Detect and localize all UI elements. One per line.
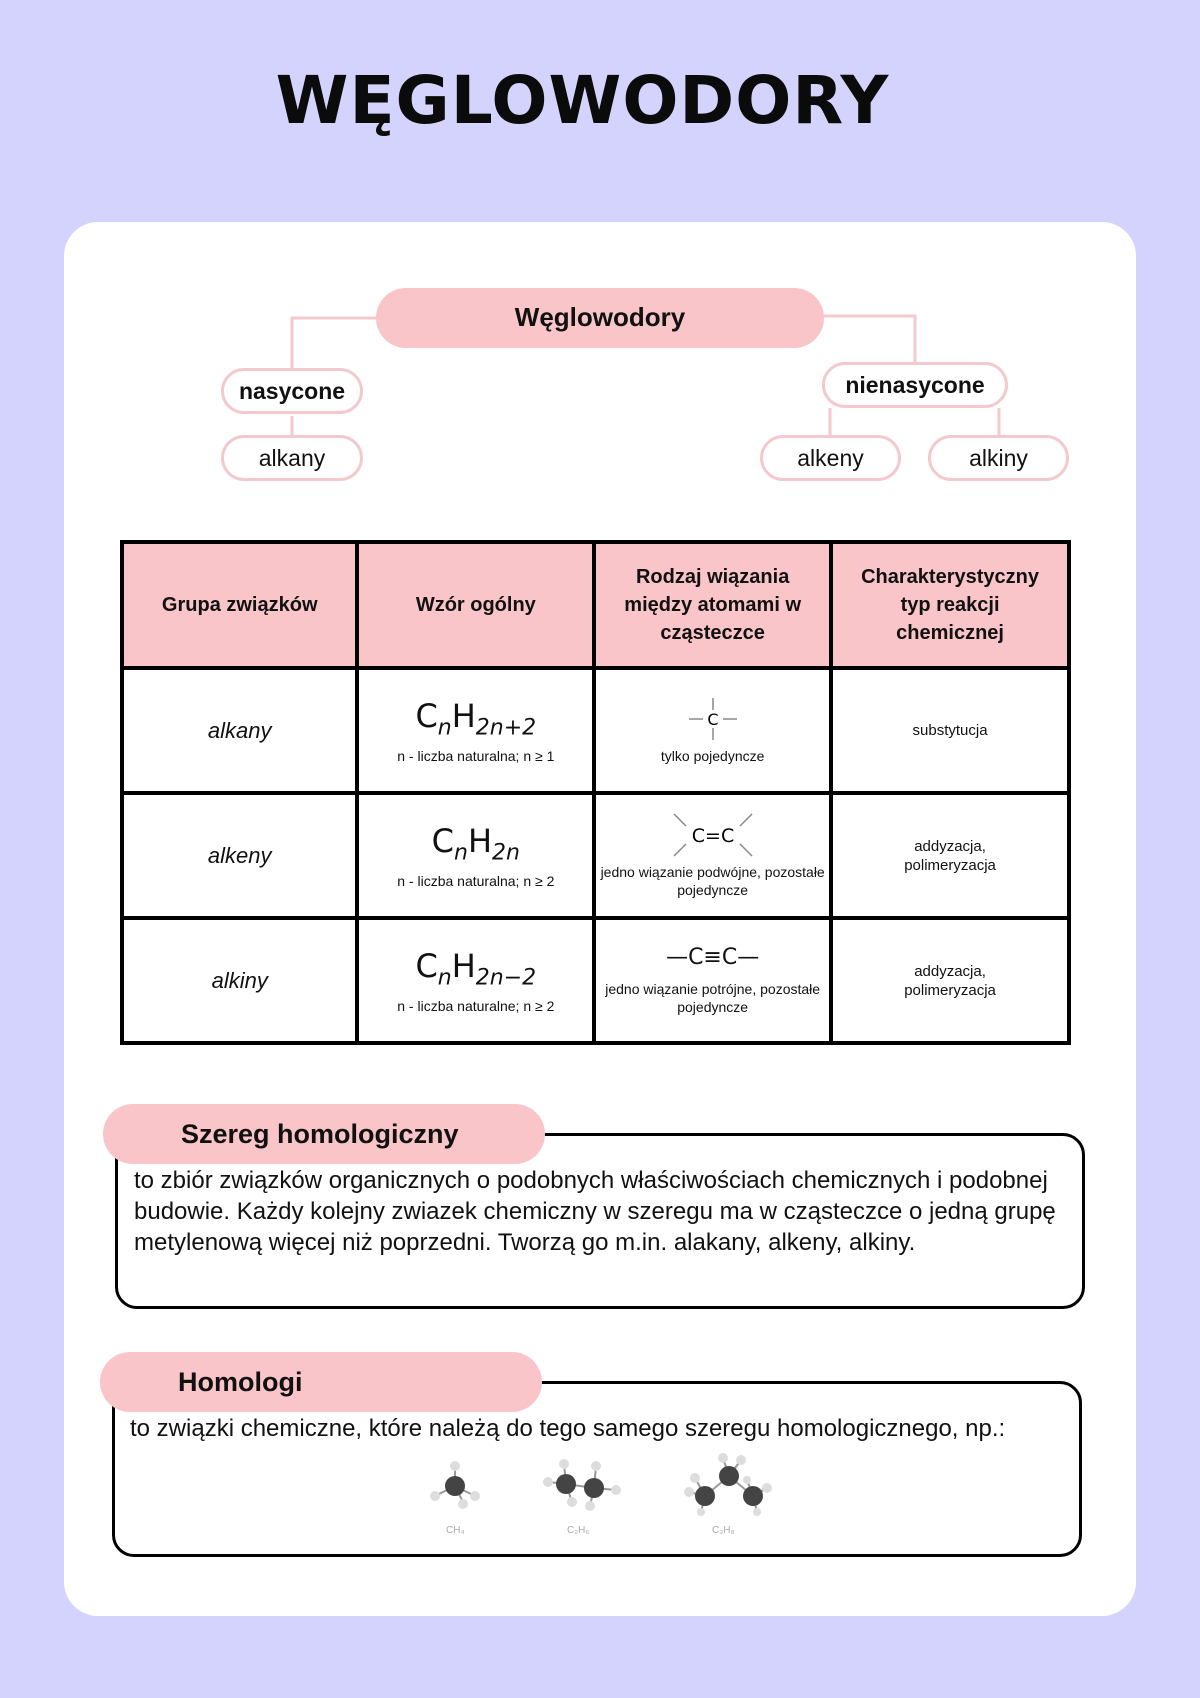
homologous-series-text: to zbiór związków organicznych o podobnych właściwościach chemicznych i podobnej budowie. Każdy kolejny zwiazek chemiczny w szeregu ma w cząsteczce o jedną grupę metylenową więcej niż poprzedni. Tworzą go m.in. alakany, alkeny, alkiny.	[134, 1167, 1056, 1256]
cell-bond	[594, 668, 831, 793]
cell-group: alkany	[122, 668, 357, 793]
homologs-text: to związki chemiczne, które należą do tego samego szeregu homologicznego, np.:	[130, 1415, 1006, 1442]
general-formula: $C_nH_{2n-2}$	[415, 946, 537, 991]
header-formula: Wzór ogólny	[357, 542, 594, 668]
formula-note: n - liczba naturalne; n ≥ 2	[397, 998, 555, 1015]
ethane-label: C₂H₆	[567, 1525, 590, 1536]
bond-note: jedno wiązanie potrójne, pozostałe pojedyncze	[605, 981, 821, 1015]
cell-reaction: addyzacja, polimeryzacja	[831, 918, 1069, 1043]
cell-reaction: addyzacja, polimeryzacja	[831, 793, 1069, 918]
ethane-model	[538, 1456, 626, 1512]
table-row	[122, 918, 1069, 1043]
bond-note: jedno wiązanie podwójne, pozostałe pojedyncze	[600, 864, 825, 898]
svg-text:C: C	[707, 710, 719, 729]
methane-model	[425, 1458, 485, 1514]
tree-node-nienasycone: nienasycone	[822, 362, 1008, 408]
header-bond: Rodzaj wiązania między atomami w cząsteczce	[594, 542, 831, 668]
tree-node-alkiny: alkiny	[928, 435, 1069, 481]
bond-note: tylko pojedyncze	[660, 748, 765, 764]
homologs-tab: Homologi	[100, 1352, 542, 1412]
table-header-row	[122, 542, 1069, 668]
cell-formula	[357, 793, 594, 918]
cell-formula	[357, 668, 594, 793]
tree-node-nasycone: nasycone	[221, 368, 363, 414]
homologous-series-tab: Szereg homologiczny	[103, 1104, 545, 1164]
svg-text:C=C: C=C	[691, 825, 734, 847]
cell-group: alkeny	[122, 793, 357, 918]
cell-group: alkiny	[122, 918, 357, 1043]
formula-note: n - liczba naturalna; n ≥ 1	[397, 748, 555, 765]
table-row	[122, 668, 1069, 793]
general-formula: $C_nH_{2n+2}$	[415, 696, 537, 741]
page-title: WĘGLOWODORY	[275, 62, 890, 139]
cell-bond	[594, 918, 831, 1043]
double-bond-diagram	[668, 812, 758, 858]
cell-reaction: substytucja	[831, 668, 1069, 793]
cell-bond	[594, 793, 831, 918]
hydrocarbons-table	[120, 540, 1071, 1045]
tree-root: Węglowodory	[376, 288, 824, 348]
table-row	[122, 793, 1069, 918]
triple-bond-diagram: —C≡C—	[666, 945, 760, 970]
propane-model	[683, 1450, 773, 1516]
formula-note: n - liczba naturalna; n ≥ 2	[397, 873, 555, 890]
methane-label: CH₄	[446, 1525, 465, 1536]
tree-node-alkeny: alkeny	[760, 435, 901, 481]
single-bond-diagram	[683, 696, 743, 742]
cell-formula	[357, 918, 594, 1043]
tree-node-alkany: alkany	[221, 435, 363, 481]
propane-label: C₃H₈	[712, 1525, 735, 1536]
header-reaction: Charakterystyczny typ reakcji chemicznej	[831, 542, 1069, 668]
header-group: Grupa związków	[122, 542, 357, 668]
general-formula: $C_nH_{2n}$	[431, 821, 520, 866]
